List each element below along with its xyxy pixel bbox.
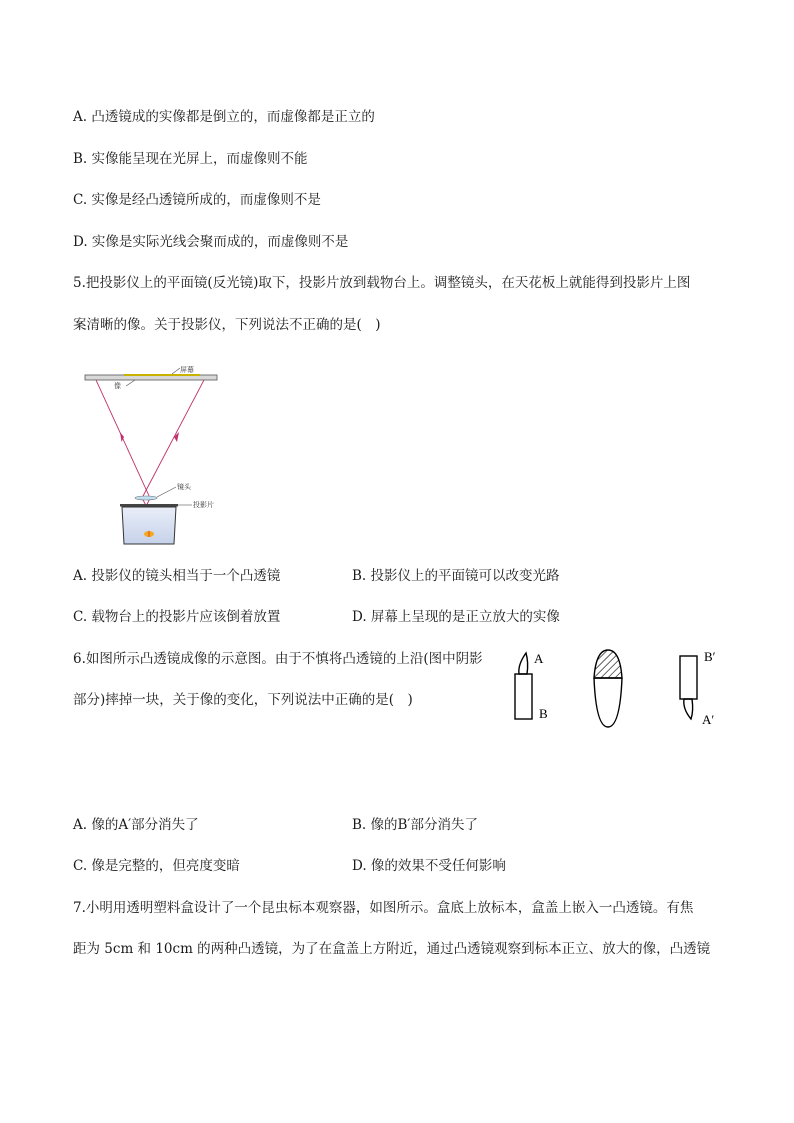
q4-option-d: D. 实像是实际光线会聚而成的，而虚像则不是 [73, 234, 349, 250]
q5-stem-line1: 5.把投影仪上的平面镜(反光镜)取下，投影片放到载物台上。调整镜头，在天花板上就能得到投影片上图 [73, 275, 691, 291]
q5-option-b: B. 投影仪上的平面镜可以改变光路 [352, 568, 560, 584]
q6-option-a: A. 像的A′部分消失了 [73, 817, 199, 833]
convex-lens-figure [506, 645, 726, 735]
label-b-prime: B′ [704, 649, 716, 664]
q6-stem-line2: 部分)摔掉一块，关于像的变化，下列说法中正确的是( ) [73, 692, 413, 708]
slide [120, 504, 178, 507]
image-candle [680, 656, 697, 719]
q4-option-a: A. 凸透镜成的实像都是倒立的，而虚像都是正立的 [73, 109, 375, 125]
q5-option-d: D. 屏幕上呈现的是正立放大的实像 [352, 609, 560, 625]
q4-option-c: C. 实像是经凸透镜所成的，而虚像则不是 [73, 192, 321, 208]
q6-option-b: B. 像的B′部分消失了 [352, 817, 478, 833]
label-b: B [539, 706, 548, 721]
ray-arrow-right [174, 432, 179, 442]
label-a-prime: A′ [702, 712, 715, 727]
screen-label: 屏幕 [180, 366, 194, 374]
q6-stem-line1: 6.如图所示凸透镜成像的示意图。由于不慎将凸透镜的上沿(图中阴影 [73, 651, 483, 667]
q6-option-c: C. 像是完整的，但亮度变暗 [73, 858, 240, 874]
object-candle [515, 653, 532, 719]
slide-label: 投影片 [193, 501, 214, 509]
projector-figure [80, 362, 230, 552]
q5-option-a: A. 投影仪的镜头相当于一个凸透镜 [73, 568, 281, 584]
label-a: A [534, 651, 544, 666]
image-label: 像 [114, 382, 121, 390]
q7-stem-line2: 距为 5cm 和 10cm 的两种凸透镜，为了在盒盖上方附近，通过凸透镜观察到标本正立、放大的像，凸透镜 [73, 941, 711, 957]
stage-box [122, 507, 176, 544]
lens-label: 镜头 [177, 483, 191, 491]
q4-option-b: B. 实像能呈现在光屏上，而虚像则不能 [73, 151, 308, 167]
q5-option-c: C. 载物台上的投影片应该倒着放置 [73, 609, 281, 625]
convex-lens [594, 650, 622, 727]
q6-option-d: D. 像的效果不受任何影响 [352, 858, 506, 874]
light-rays [96, 380, 204, 524]
q7-stem-line1: 7.小明用透明塑料盒设计了一个昆虫标本观察器，如图所示。盒底上放标本，盒盖上嵌入一凸透镜。有焦 [73, 900, 694, 916]
q5-stem-line2: 案清晰的像。关于投影仪，下列说法不正确的是( ) [73, 317, 381, 333]
lens [135, 496, 157, 500]
